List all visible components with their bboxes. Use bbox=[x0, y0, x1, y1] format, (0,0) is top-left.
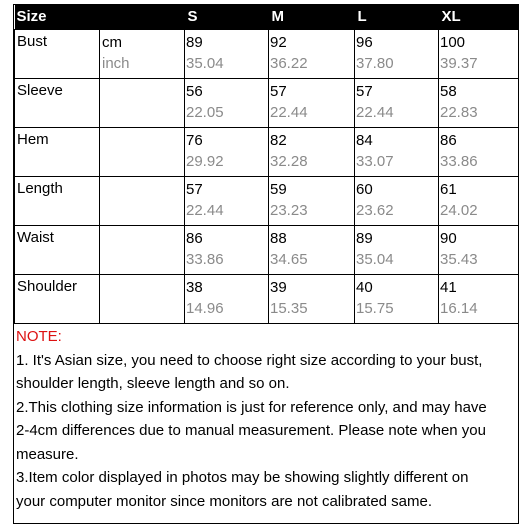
value-cm: 90 bbox=[440, 230, 457, 247]
value-cm: 96 bbox=[356, 34, 373, 51]
unit-cm: cm bbox=[102, 34, 122, 51]
value-cell bbox=[355, 79, 439, 128]
value-cm: 89 bbox=[186, 34, 203, 51]
value-inch: 24.02 bbox=[440, 202, 478, 219]
value-cell bbox=[269, 177, 355, 226]
value-inch: 34.65 bbox=[270, 251, 308, 268]
note-line: 2-4cm differences due to manual measurement. Please note when you bbox=[16, 422, 486, 439]
value-cm: 86 bbox=[186, 230, 203, 247]
value-cm: 76 bbox=[186, 132, 203, 149]
value-inch: 33.86 bbox=[440, 153, 478, 170]
value-cm: 82 bbox=[270, 132, 287, 149]
value-cell bbox=[355, 275, 439, 324]
note-line: 2.This clothing size information is just for reference only, and may have bbox=[16, 398, 487, 416]
value-inch: 22.83 bbox=[440, 104, 478, 121]
value-cell bbox=[355, 226, 439, 275]
value-inch: 14.96 bbox=[186, 300, 224, 317]
notes-title: NOTE: bbox=[16, 328, 62, 345]
value-cell bbox=[185, 177, 269, 226]
row-label: Waist bbox=[17, 229, 54, 246]
notes-section bbox=[14, 325, 518, 513]
header-row bbox=[15, 5, 519, 30]
value-inch: 23.23 bbox=[270, 202, 308, 219]
value-cell bbox=[269, 275, 355, 324]
header-size-l: L bbox=[355, 5, 439, 30]
value-cell bbox=[185, 30, 269, 79]
value-inch: 35.43 bbox=[440, 251, 478, 268]
value-cell bbox=[355, 128, 439, 177]
value-cm: 58 bbox=[440, 83, 457, 100]
value-inch: 22.44 bbox=[356, 104, 394, 121]
value-inch: 33.07 bbox=[356, 153, 394, 170]
value-cell bbox=[355, 30, 439, 79]
unit-inch: inch bbox=[102, 55, 130, 72]
value-inch: 36.22 bbox=[270, 55, 308, 72]
table-row bbox=[15, 226, 519, 275]
table-row bbox=[15, 79, 519, 128]
row-label-cell bbox=[15, 177, 100, 226]
row-label-cell bbox=[15, 226, 100, 275]
value-cell bbox=[439, 79, 519, 128]
value-inch: 22.44 bbox=[270, 104, 308, 121]
row-label: Length bbox=[17, 180, 63, 197]
value-cm: 38 bbox=[186, 279, 203, 296]
value-inch: 33.86 bbox=[186, 251, 224, 268]
row-label-cell bbox=[15, 128, 100, 177]
header-size: Size bbox=[15, 5, 100, 30]
size-table bbox=[14, 5, 519, 324]
header-size-xl: XL bbox=[439, 5, 519, 30]
value-inch: 15.75 bbox=[356, 300, 394, 317]
value-inch: 39.37 bbox=[440, 55, 478, 72]
unit-cell bbox=[100, 79, 185, 128]
table-row bbox=[15, 128, 519, 177]
value-cell bbox=[269, 128, 355, 177]
note-line: your computer monitor since monitors are not calibrated same. bbox=[16, 492, 433, 510]
value-cell bbox=[439, 275, 519, 324]
row-label: Sleeve bbox=[17, 82, 63, 99]
value-cm: 40 bbox=[356, 279, 373, 296]
value-cm: 89 bbox=[356, 230, 373, 247]
note-line: shoulder length, sleeve length and so on. bbox=[16, 375, 290, 392]
row-label-cell bbox=[15, 79, 100, 128]
value-inch: 32.28 bbox=[270, 153, 308, 170]
value-cm: 56 bbox=[186, 83, 203, 100]
value-cm: 57 bbox=[270, 83, 287, 100]
value-inch: 22.05 bbox=[186, 104, 224, 121]
value-cm: 61 bbox=[440, 181, 457, 198]
value-inch: 15.35 bbox=[270, 300, 308, 317]
value-inch: 22.44 bbox=[186, 202, 224, 219]
value-cell bbox=[185, 275, 269, 324]
note-line: measure. bbox=[16, 445, 79, 463]
value-cm: 100 bbox=[440, 34, 466, 51]
row-label: Shoulder bbox=[17, 278, 78, 295]
row-label: Hem bbox=[17, 131, 49, 148]
value-inch: 16.14 bbox=[440, 300, 478, 317]
value-inch: 23.62 bbox=[356, 202, 394, 219]
table-row bbox=[15, 177, 519, 226]
size-chart bbox=[13, 4, 519, 524]
value-cell bbox=[269, 226, 355, 275]
row-label-cell bbox=[15, 30, 100, 79]
value-inch: 35.04 bbox=[356, 251, 394, 268]
value-cm: 39 bbox=[270, 279, 287, 296]
header-size-m: M bbox=[269, 5, 355, 30]
value-cm: 86 bbox=[440, 132, 457, 149]
table-row bbox=[15, 275, 519, 324]
value-inch: 35.04 bbox=[186, 55, 224, 72]
unit-cell bbox=[100, 128, 185, 177]
unit-cell bbox=[100, 226, 185, 275]
value-cell bbox=[439, 128, 519, 177]
value-cm: 57 bbox=[356, 83, 373, 100]
note-line: 3.Item color displayed in photos may be showing slightly different on bbox=[16, 469, 469, 486]
value-cell bbox=[439, 30, 519, 79]
row-label-cell bbox=[15, 275, 100, 324]
unit-cell bbox=[100, 275, 185, 324]
unit-cell bbox=[100, 177, 185, 226]
value-inch: 37.80 bbox=[356, 55, 394, 72]
value-cell bbox=[439, 177, 519, 226]
value-cell bbox=[269, 79, 355, 128]
value-cm: 41 bbox=[440, 279, 457, 296]
unit-cell bbox=[100, 30, 185, 79]
value-cm: 88 bbox=[270, 230, 287, 247]
table-row bbox=[15, 30, 519, 79]
value-cm: 92 bbox=[270, 34, 287, 51]
value-cell bbox=[439, 226, 519, 275]
header-size-s: S bbox=[185, 5, 269, 30]
value-cm: 84 bbox=[356, 132, 373, 149]
value-cm: 59 bbox=[270, 181, 287, 198]
row-label: Bust bbox=[17, 33, 48, 50]
value-cm: 57 bbox=[186, 181, 203, 198]
value-cell bbox=[185, 226, 269, 275]
value-cell bbox=[185, 128, 269, 177]
note-line: 1. It's Asian size, you need to choose right size according to your bust, bbox=[16, 351, 483, 369]
value-cell bbox=[355, 177, 439, 226]
value-cell bbox=[185, 79, 269, 128]
value-inch: 29.92 bbox=[186, 153, 224, 170]
value-cell bbox=[269, 30, 355, 79]
header-unit bbox=[100, 5, 185, 30]
value-cm: 60 bbox=[356, 181, 373, 198]
